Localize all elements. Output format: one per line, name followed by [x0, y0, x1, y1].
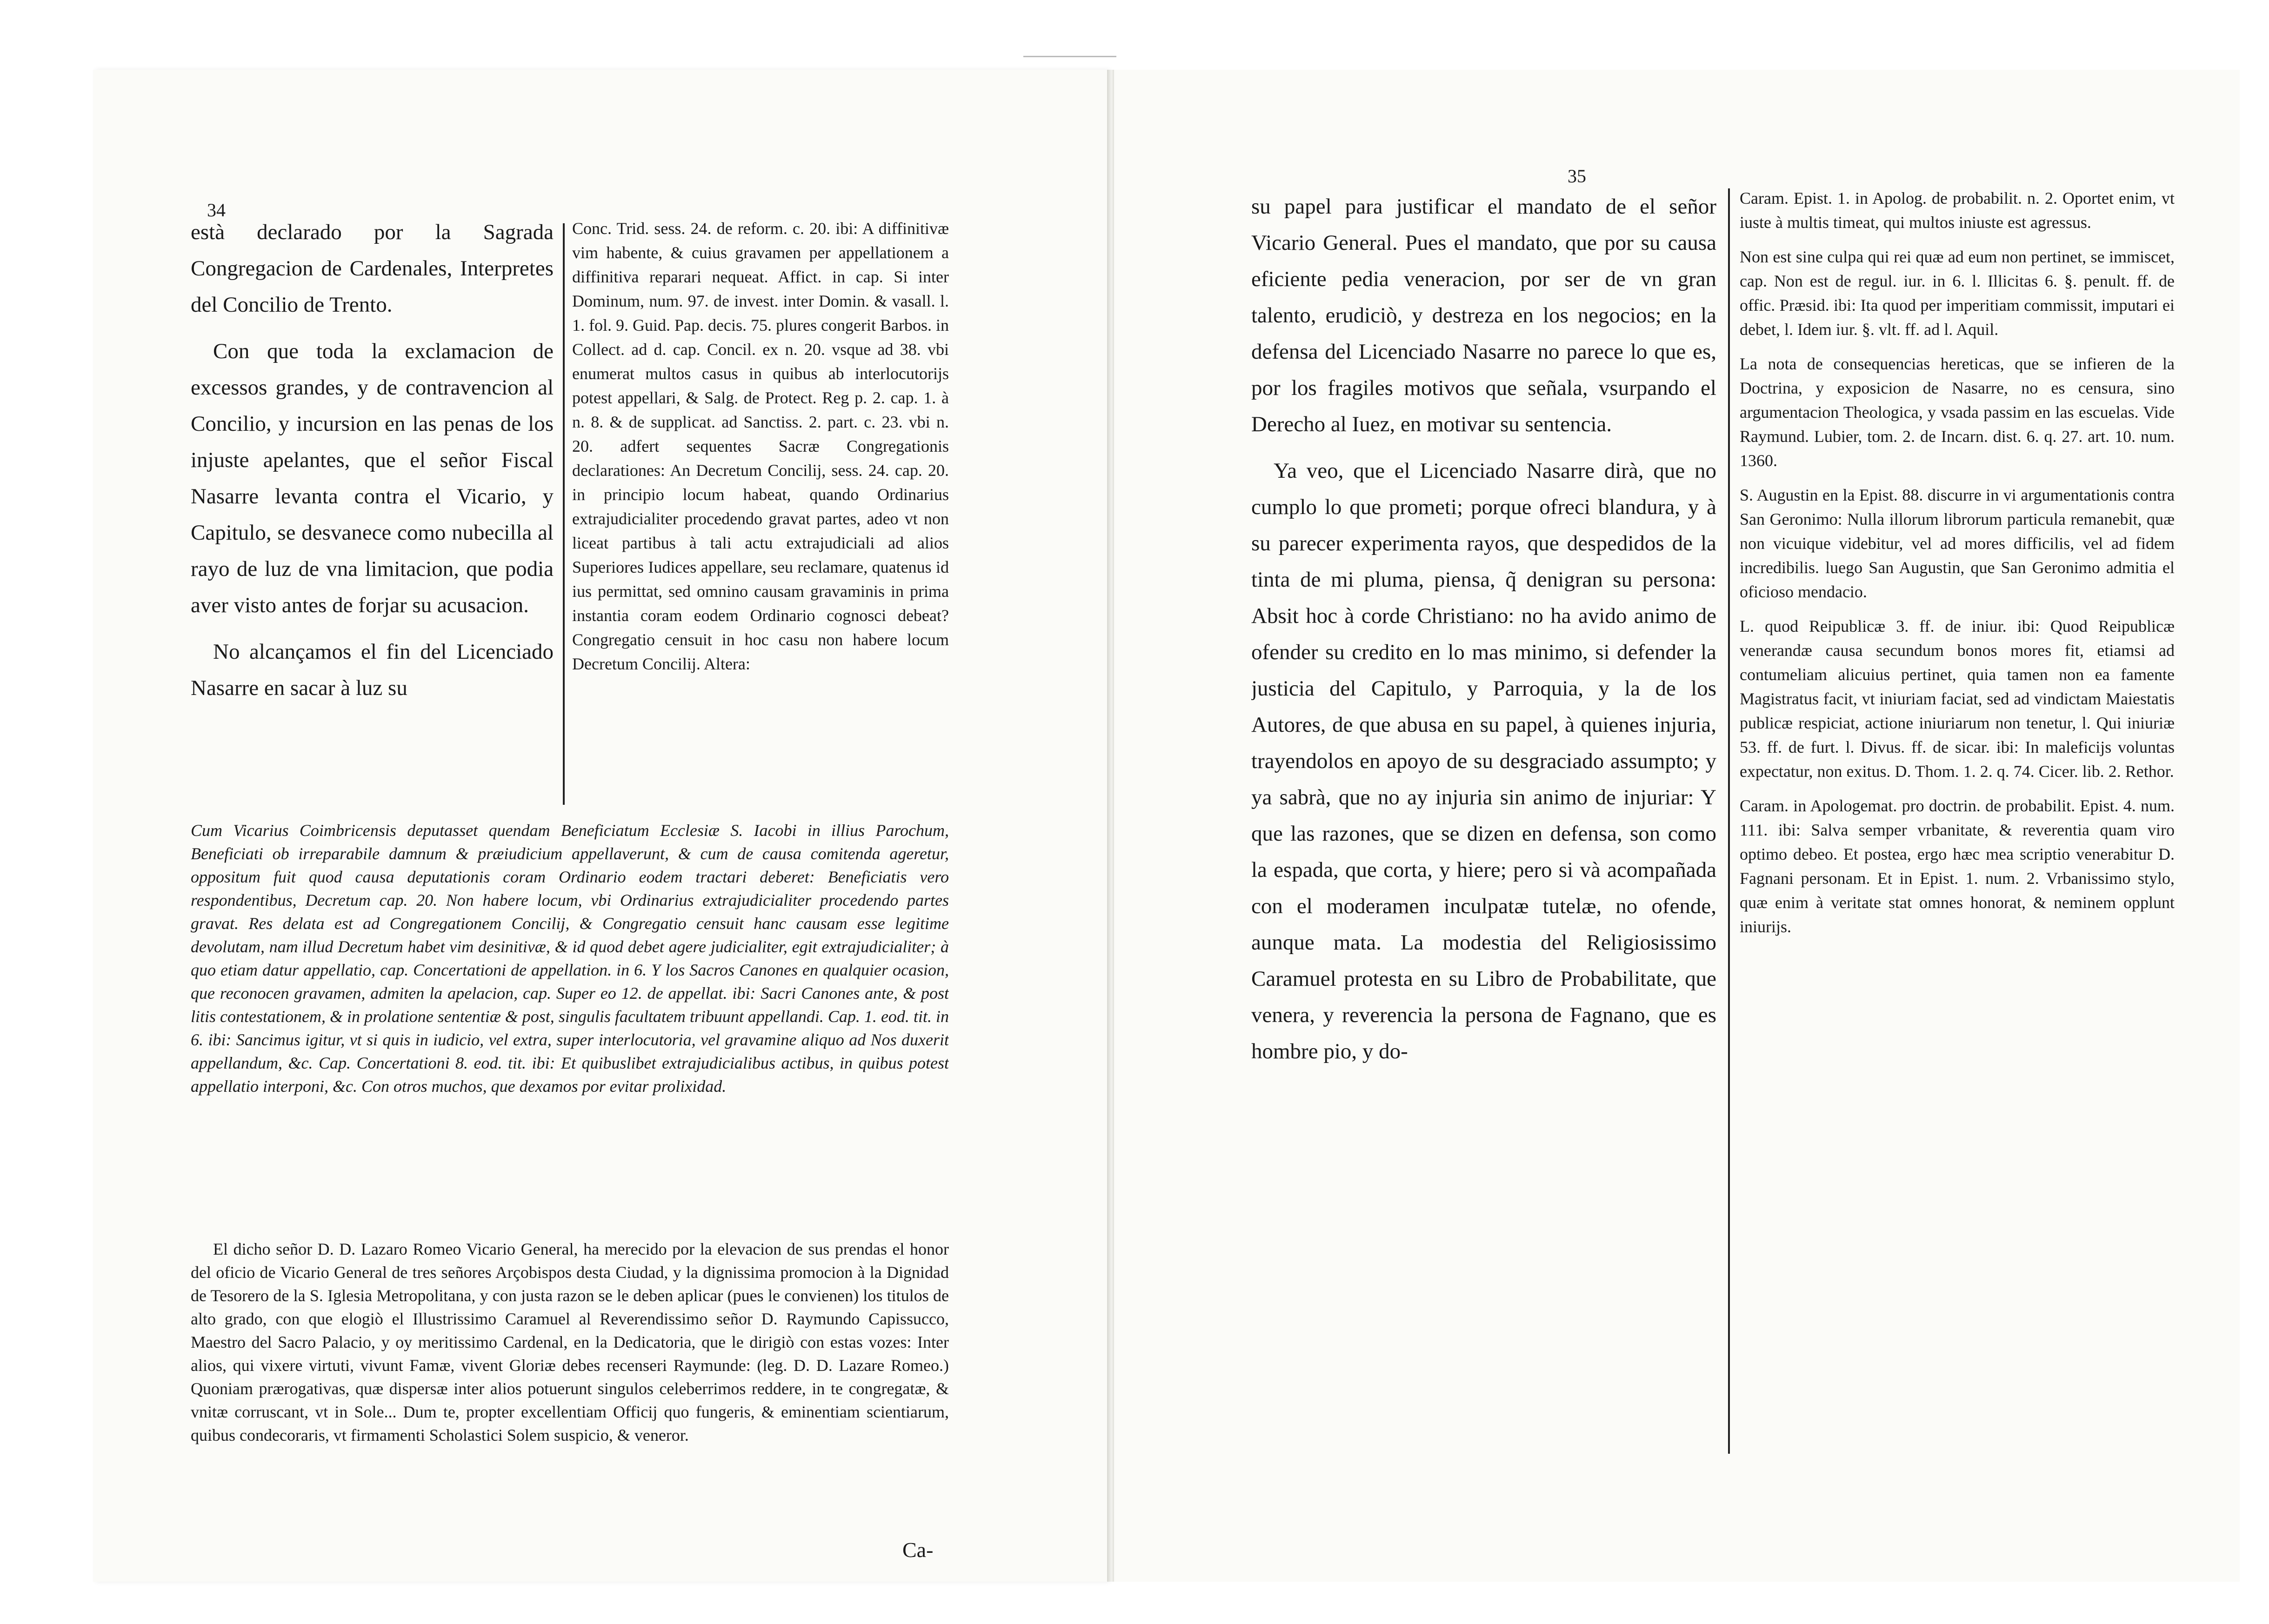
side-note: Caram. in Apologemat. pro doctrin. de probabilit. Epist. 4. num. 111. ibi: Salva semper vrbanitate, & reverentia quam viro optimo debeo. Et postea, ergo hæc mea scriptio venerabitur D. Fagnani personam. Et in Epist. 1. num. 2. Vrbanissimo stylo, quæ enim à veritate stat omnes honorat, & neminem opplunt iniurijs. — [1740, 796, 2175, 936]
left-page — [93, 70, 1107, 1582]
left-bottom-note — [191, 1237, 949, 1535]
left-main-paragraph: Con que toda la exclamacion de excessos grandes, y de contravencion al Concilio, y incursion en las penas de los injuste apelantes, que el señor Fiscal Nasarre levanta contra el Vicario, y Capitulo, se desvanece como nubecilla al rayo de luz de vna limitacion, que podia aver visto antes de forjar su acusacion. — [191, 339, 554, 617]
left-main-column — [191, 214, 554, 814]
side-note: Caram. Epist. 1. in Apolog. de probabilit. n. 2. Oportet enim, vt iuste à multis timeat, qui multos iniuste est agressus. — [1740, 189, 2175, 232]
side-note: Conc. Trid. sess. 24. de reform. c. 20. ibi: A diffinitivæ vim habente, & cuius gravamen per appellationem a diffinitiva reparari nequeat. Affict. in cap. Si inter Dominum, num. 97. de invest. inter Domin. & vasall. l. 1. fol. 9. Guid. Pap. decis. 75. plures congerit Barbos. in Collect. ad d. cap. Concil. ex n. 20. vsque ad 38. vbi enumerat multos casus in quibus ab interlocutorijs potest appellari, & Salg. de Protect. Reg p. 2. cap. 1. à n. 8. & de supplicat. ad Sanctiss. 2. part. c. 23. vbi n. 20. adfert sequentes Sacræ Congregationis declarationes: An Decretum Concilij, sess. 24. cap. 20. in principio locum habeat, quando Ordinarius extrajudicialiter procedendo gravat partes, adeo vt non liceat partibus à tali actu extrajudiciali ad alios Superiores Iudices appellare, seu reclamare, quatenus id ius permittat, sed omnino causam gravaminis in prima instantia coram eodem Ordinario cognosci debeat? Congregatio censuit in hoc casu non habere locum Decretum Concilij. Altera: — [572, 219, 949, 673]
left-main-paragraph: No alcançamos el fin del Licenciado Nasarre en sacar à luz su — [191, 640, 554, 700]
full-width-note: Cum Vicarius Coimbricensis deputasset quendam Beneficiatum Ecclesiæ S. Iacobi in illius Parochum, Beneficiati ob irreparabile damnum & præiudicium appellaverunt, & cum de causa comitenda ageretur, oppositum fuit quod causa deputationis coram Ordinario eodem tractari deberet: Beneficiatis vero respondentibus, Decretum cap. 20. Non habere locum, vbi Ordinarius extrajudicialiter procedendo partes gravat. Res delata est ad Congregationem Concilij, & Congregatio censuit hanc causam esse legitime devolutam, nam illud Decretum habet vim desinitivæ, & id quod debet agere judicialiter, egit extrajudicialiter; à quo etiam datur appellatio, cap. Concertationi de appellation. in 6. Y los Sacros Canones en qualquier ocasion, que reconocen gravamen, admiten la apelacion, cap. Super eo 12. de appellat. ibi: Sacri Canones ante, & post litis contestationem, & in prolatione sententiæ & post, singulis facultatem tribuunt appellandi. Cap. 1. eod. tit. in 6. ibi: Sancimus igitur, vt si quis in iudicio, vel extra, super interlocutoria, vel gravamine aliquo ad Nos duxerit appellandum, &c. Cap. Concertationi 8. eod. tit. ibi: Et quibuslibet extrajudicialibus actibus, in quibus potest appellatio interponi, &c. Con otros muchos, que dexamos por evitar prolixidad. — [191, 821, 949, 1096]
column-rule — [1728, 188, 1730, 1454]
right-page-number: 35 — [1568, 166, 1586, 187]
left-main-paragraph: està declarado por la Sagrada Congregacion de Cardenales, Interpretes del Concilio de Trento. — [191, 220, 554, 317]
side-note: S. Augustin en la Epist. 88. discurre in vi argumentationis contra San Geronimo: Nulla illorum librorum particula remanebit, quæ non vicuique videbitur, vel ad mores difficilis, vel ad fidem incredibilis. luego San Augustin, que San Geronimo admitia el oficioso mendacio. — [1740, 486, 2175, 601]
left-full-width-note — [191, 819, 949, 1228]
right-main-paragraph: su papel para justificar el mandato de el señor Vicario General. Pues el mandato, que por su causa eficiente pedia veneracion, por ser de vn gran talento, erudiciò, y destreza en los negocios; en la defensa del Licenciado Nasarre no parece lo que es, por los fragiles motivos que señala, vsurpando el Derecho al Iuez, en motivar su sentencia. — [1251, 194, 1716, 436]
right-main-column — [1251, 188, 1716, 1519]
right-side-column — [1740, 186, 2175, 1535]
right-page — [1114, 70, 2240, 1582]
left-page-number: 34 — [207, 200, 226, 221]
catchword: Ca- — [902, 1538, 934, 1562]
right-main-paragraph: Ya veo, que el Licenciado Nasarre dirà, que no cumplo lo que prometi; porque ofreci blandura, y à su parecer experimenta rayos, que despedidos de la tinta de mi pluma, piensa, q̃ denigran su persona: Absit hoc à corde Christiano: no ha avido animo de ofender su credito en lo mas minimo, si defender la justicia del Capitulo, y Parroquia, y la de los Autores, de que abusa en su papel, à quienes injuria, trayendolos en apoyo de su desgraciado assumpto; y ya sabrà, que no ay injuria sin animo de injuriar: Y que las razones, que se dizen en defensa, son como la espada, que corta, y hiere; pero si và acompañada con el moderamen inculpatæ tutelæ, no ofende, aunque mata. La modestia del Religiosissimo Caramuel protesta en su Libro de Probabilitate, que venera, y reverencia la persona de Fagnano, que es hombre pio, y do- — [1251, 459, 1716, 1063]
left-side-column — [572, 216, 949, 816]
side-note: L. quod Reipublicæ 3. ff. de iniur. ibi: Quod Reipublicæ venerandæ causa secundum bonos mores fit, etiamsi ad contumeliam alicuius pertinet, quia tamen non ea famente Magistratus facit, vt iniuriam faciat, sed ad vindictam Maiestatis publicæ respiciat, actione iniuriarum non tenetur, l. Qui iniuriæ 53. ff. de furt. l. Divus. ff. de sicar. ibi: In maleficijs voluntas expectatur, non exitus. D. Thom. 1. 2. q. 74. Cicer. lib. 2. Rethor. — [1740, 617, 2175, 781]
column-rule — [563, 223, 565, 805]
bottom-note: El dicho señor D. D. Lazaro Romeo Vicario General, ha merecido por la elevacion de sus prendas el honor del oficio de Vicario General de tres señores Arçobispos desta Ciudad, y la dignissima promocion à la Dignidad de Tesorero de la S. Iglesia Metropolitana, y con justa razon se le deben aplicar (pues le convienen) los titulos de alto grado, con que elogiò el Illustrissimo Caramuel al Reverendissimo señor D. Raymundo Capissucco, Maestro del Sacro Palacio, y oy meritissimo Cardenal, en la Dedicatoria, que le dirigiò con estas vozes: Inter alios, qui vixere virtuti, vivunt Famæ, vivent Gloriæ debes recenseri Raymunde: (leg. D. D. Lazare Romeo.) Quoniam prærogativas, quæ dispersæ inter alios potuerunt singulos celeberrimos reddere, in te congregatæ, & vnitæ corruscant, vt in Sole... Dum te, propter excellentiam Officij quo fungeris, & eminentiam scientiarum, quibus condecoraris, vt firmamenti Scholastici Solem suspicio, & veneror. — [191, 1240, 949, 1444]
side-note: La nota de consequencias hereticas, que se infieren de la Doctrina, y exposicion de Nasarre, no es censura, sino argumentacion Theologica, y vsada passim en las escuelas. Vide Raymund. Lubier, tom. 2. de Incarn. dist. 6. q. 27. art. 10. num. 1360. — [1740, 354, 2175, 470]
side-note: Non est sine culpa qui rei quæ ad eum non pertinet, se immiscet, cap. Non est de regul. iur. in 6. l. Illicitas 6. §. penult. ff. de offic. Præsid. ibi: Ita quod per imperitiam commissit, imputari ei debet, l. Idem iur. §. vlt. ff. ad l. Aquil. — [1740, 247, 2175, 339]
book-gutter — [1107, 70, 1114, 1582]
binding-edge — [1023, 56, 1116, 67]
